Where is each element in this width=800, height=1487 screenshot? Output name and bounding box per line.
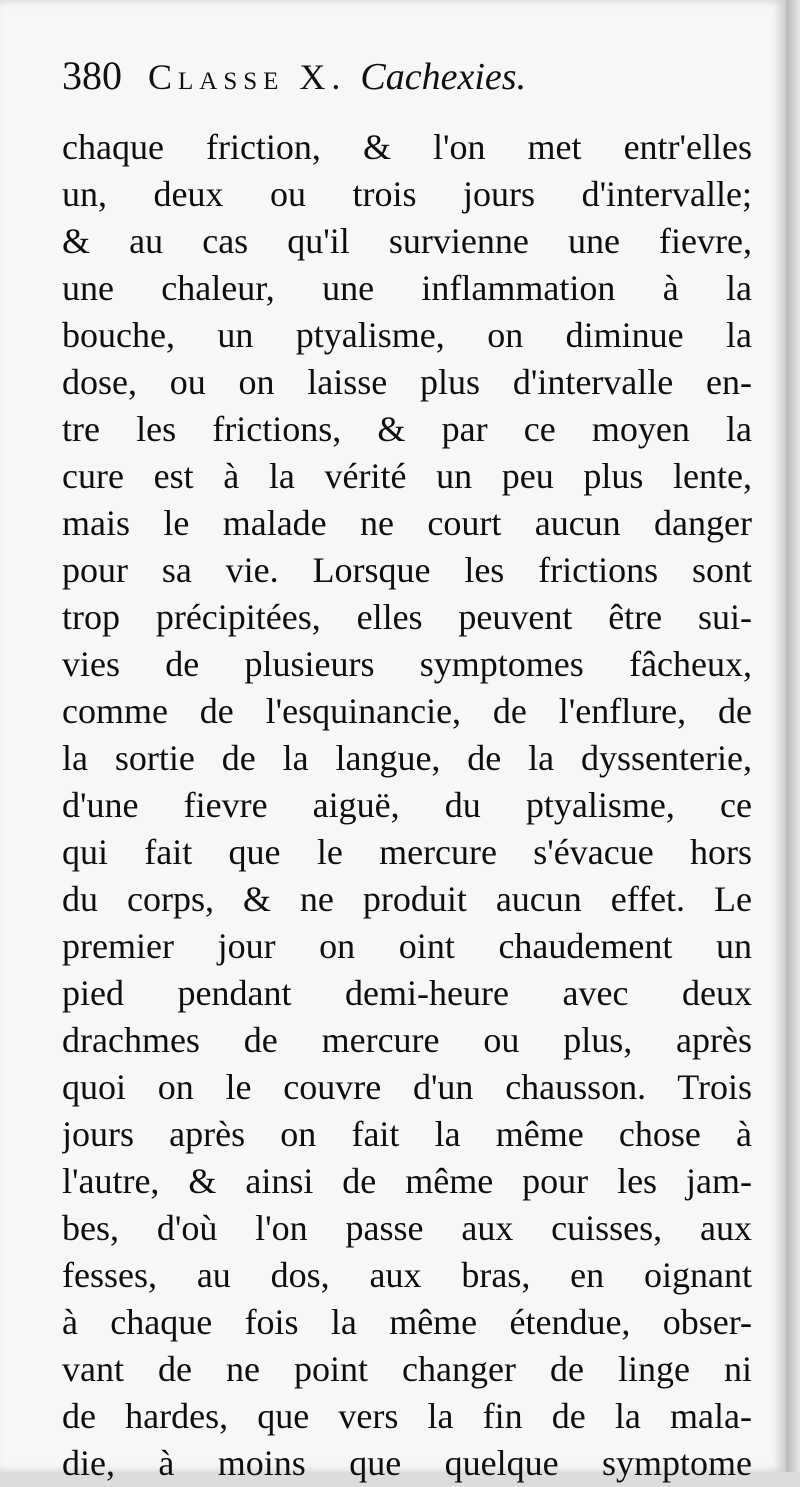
text-line: une chaleur, une inflammation à la bbox=[62, 268, 752, 308]
text-line: tre les frictions, & par ce moyen la bbox=[62, 409, 752, 449]
text-line: du corps, & ne produit aucun effet. Le bbox=[62, 879, 752, 919]
text-line: pied pendant demi-heure avec deux bbox=[62, 973, 752, 1013]
text-line: chaque friction, & l'on met entr'elles bbox=[62, 127, 752, 167]
text-line: à chaque fois la même étendue, obser- bbox=[62, 1302, 752, 1342]
text-line: quoi on le couvre d'un chausson. Trois bbox=[62, 1067, 752, 1107]
text-line: & au cas qu'il survienne une fievre, bbox=[62, 221, 752, 261]
text-line: vant de ne point changer de linge ni bbox=[62, 1349, 752, 1389]
text-line: de hardes, que vers la fin de la mala- bbox=[62, 1396, 752, 1436]
text-line: die, à moins que quelque symptome bbox=[62, 1443, 752, 1483]
running-subtitle: Cachexies. bbox=[360, 56, 527, 98]
text-line: d'une fievre aiguë, du ptyalisme, ce bbox=[62, 785, 752, 825]
text-line: pour sa vie. Lorsque les frictions sont bbox=[62, 550, 752, 590]
text-line: bouche, un ptyalisme, on diminue la bbox=[62, 315, 752, 355]
text-line: qui fait que le mercure s'évacue hors bbox=[62, 832, 752, 872]
text-line: mais le malade ne court aucun danger bbox=[62, 503, 752, 543]
running-title: Classe X. bbox=[148, 57, 347, 97]
text-line: trop précipitées, elles peuvent être sui- bbox=[62, 597, 752, 637]
text-line: un, deux ou trois jours d'intervalle; bbox=[62, 174, 752, 214]
text-line: jours après on fait la même chose à bbox=[62, 1114, 752, 1154]
text-line: fesses, au dos, aux bras, en oignant bbox=[62, 1255, 752, 1295]
text-line: l'autre, & ainsi de même pour les jam- bbox=[62, 1161, 752, 1201]
text-line: cure est à la vérité un peu plus lente, bbox=[62, 456, 752, 496]
text-line: la sortie de la langue, de la dyssenterie, bbox=[62, 738, 752, 778]
running-header bbox=[62, 52, 752, 114]
text-line: vies de plusieurs symptomes fâcheux, bbox=[62, 644, 752, 684]
page-edge-shadow bbox=[786, 0, 800, 1472]
text-line: drachmes de mercure ou plus, après bbox=[62, 1020, 752, 1060]
text-line: comme de l'esquinancie, de l'enflure, de bbox=[62, 691, 752, 731]
text-line: bes, d'où l'on passe aux cuisses, aux bbox=[62, 1208, 752, 1248]
text-line: dose, ou on laisse plus d'intervalle en- bbox=[62, 362, 752, 402]
text-line: premier jour on oint chaudement un bbox=[62, 926, 752, 966]
body-text bbox=[62, 124, 752, 1487]
page-number: 380 bbox=[62, 53, 122, 98]
